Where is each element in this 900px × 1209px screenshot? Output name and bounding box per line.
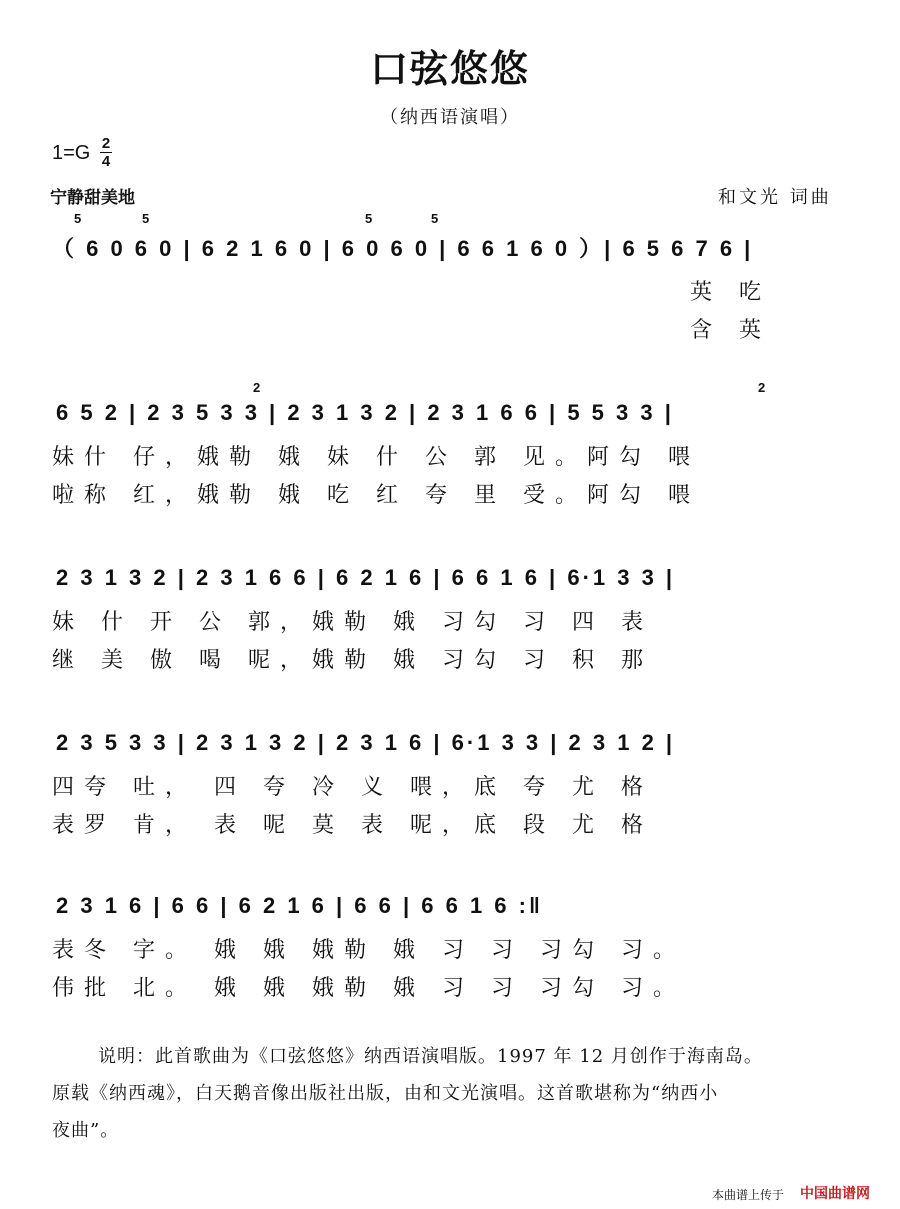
grace-note: 5 bbox=[74, 211, 82, 226]
meter-top: 2 bbox=[101, 135, 111, 152]
description-line-2: 原载《纳西魂》，白天鹅音像出版社出版，由和文光演唱。这首歌堪称为“纳西小 bbox=[52, 1083, 719, 1104]
lyric-row-3-verse-2: 继 美 傲 喝 呢，娥勒 娥 习勾 习 积 那 bbox=[52, 648, 653, 673]
lyric-row-5-verse-1: 表冬 字。 娥 娥 娥勒 娥 习 习 习勾 习。 bbox=[52, 938, 685, 963]
grace-note: 2 bbox=[253, 380, 261, 395]
description-line-1: 说明：此首歌曲为《口弦悠悠》纳西语演唱版。1997 年 12 月创作于海南岛。 bbox=[98, 1046, 763, 1067]
lyric-row-5-verse-2: 伟批 北。 娥 娥 娥勒 娥 习 习 习勾 习。 bbox=[52, 976, 685, 1001]
grace-note: 2 bbox=[758, 380, 766, 395]
author-credit: 和文光 词曲 bbox=[718, 187, 832, 208]
site-logo: 中国曲谱网 bbox=[800, 1186, 870, 1202]
lyric-row-1-verse-1: 英 吃 bbox=[690, 280, 771, 305]
notation-row-1: （ 6 0 6 0 | 6 2 1 6 0 | 6 0 6 0 | 6 6 1 6 0 ）| 6 5 6 7 6 | bbox=[52, 236, 754, 261]
grace-note: 5 bbox=[365, 211, 373, 226]
footer-text: 本曲谱上传于 bbox=[712, 1188, 785, 1202]
grace-note: 5 bbox=[142, 211, 150, 226]
song-subtitle: （纳西语演唱） bbox=[380, 107, 520, 128]
lyric-row-4-verse-2: 表罗 肯， 表 呢 莫 表 呢，底 段 尤 格 bbox=[52, 813, 653, 838]
tempo-marking: 宁静甜美地 bbox=[50, 188, 135, 208]
notation-row-3: 2 3 1 3 2 | 2 3 1 6 6 | 6 2 1 6 | 6 6 1 6 | 6·1 3 3 | bbox=[56, 565, 676, 590]
grace-note: 5 bbox=[431, 211, 439, 226]
song-title: 口弦悠悠 bbox=[369, 47, 530, 91]
lyric-row-2-verse-2: 啦称 红，娥勒 娥 吃 红 夸 里 受。阿勾 喂 bbox=[52, 483, 700, 508]
lyric-row-4-verse-1: 四夸 吐， 四 夸 冷 义 喂，底 夸 尤 格 bbox=[52, 775, 653, 800]
description-line-3: 夜曲”。 bbox=[52, 1120, 120, 1141]
key-signature: 1=G bbox=[52, 142, 91, 164]
notation-row-5: 2 3 1 6 | 6 6 | 6 2 1 6 | 6 6 | 6 6 1 6 :‖ bbox=[56, 893, 543, 918]
time-signature bbox=[100, 136, 112, 169]
lyric-row-3-verse-1: 妹 什 开 公 郭，娥勒 娥 习勾 习 四 表 bbox=[52, 610, 653, 635]
lyric-row-1-verse-2: 含 英 bbox=[690, 318, 771, 343]
notation-row-2: 6 5 2 | 2 3 5 3 3 | 2 3 1 3 2 | 2 3 1 6 6 | 5 5 3 3 | bbox=[56, 400, 674, 425]
meter-bottom: 4 bbox=[101, 153, 111, 170]
notation-row-4: 2 3 5 3 3 | 2 3 1 3 2 | 2 3 1 6 | 6·1 3 3 | 2 3 1 2 | bbox=[56, 730, 676, 755]
lyric-row-2-verse-1: 妹什 仔，娥勒 娥 妹 什 公 郭 见。阿勾 喂 bbox=[52, 445, 700, 470]
